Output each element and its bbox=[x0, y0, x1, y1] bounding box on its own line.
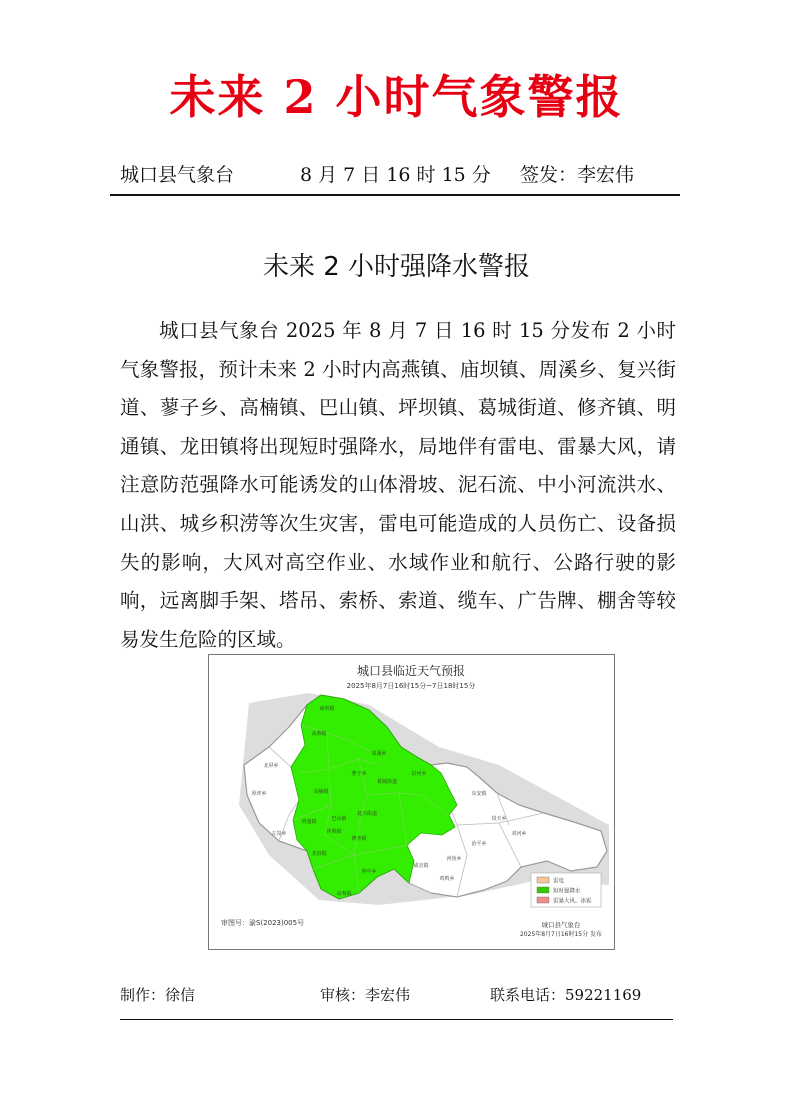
warning-subtitle: 未来 2 小时强降水警报 bbox=[262, 252, 531, 282]
map-title: 城口县临近天气预报 bbox=[356, 664, 466, 678]
town-label: 鸡鸣乡 bbox=[439, 876, 455, 882]
legend-swatch bbox=[537, 897, 549, 903]
town-label: 龙田镇 bbox=[311, 851, 327, 857]
town-label: 修齐镇 bbox=[351, 836, 367, 842]
warning-body: 城口县气象台 2025 年 8 月 7 日 16 时 15 分发布 2 小时气象警报，预计未来 2 小时内高燕镇、庙坝镇、周溪乡、复兴街道、蓼子乡、高楠镇、巴山镇、坪坝镇、葛城街道、修齐镇、明通镇、龙田镇将出现短时强降水，局地伴有雷电、雷暴大风，请注意防范强降水可能诱发的山体滑坡、泥石流、中小河流洪水、山洪、城乡积涝等次生灾害，雷电可能造成的人员伤亡、设备损失的影响，大风对高空作业、水域作业和航行、公路行驶的影响，远离脚手架、塔吊、索桥、索道、缆车、广告牌、棚舍等较易发生危险的区域。 bbox=[120, 319, 676, 651]
town-label: 双河乡 bbox=[511, 831, 527, 837]
map-legend bbox=[531, 873, 601, 907]
town-label: 左岚乡 bbox=[271, 831, 287, 837]
town-label: 岚天乡 bbox=[491, 816, 507, 822]
town-label: 巴山镇 bbox=[331, 816, 347, 822]
legend-swatch bbox=[537, 887, 549, 893]
town-label: 高燕镇 bbox=[311, 731, 327, 737]
forecast-map bbox=[208, 654, 615, 950]
town-label: 高楠镇 bbox=[313, 789, 329, 795]
town-label: 坪坝镇 bbox=[326, 829, 342, 835]
legend-label: 雷电 bbox=[553, 878, 565, 885]
town-label: 北屏乡 bbox=[263, 763, 279, 769]
legend-label: 雷暴大风、冰雹 bbox=[553, 898, 592, 905]
signer: 签发：李宏伟 bbox=[520, 164, 635, 186]
reviewer: 审核：李宏伟 bbox=[320, 986, 411, 1004]
town-label: 治平乡 bbox=[471, 841, 487, 847]
town-label: 庙坝镇 bbox=[319, 706, 335, 712]
town-label: 厚坪乡 bbox=[251, 791, 267, 797]
issue-info bbox=[120, 160, 680, 190]
town-label: 周溪乡 bbox=[371, 751, 387, 757]
town-label: 复兴街道 bbox=[356, 811, 378, 817]
town-label: 明中乡 bbox=[361, 869, 377, 875]
footer bbox=[120, 980, 680, 1010]
town-label: 明通镇 bbox=[301, 819, 317, 825]
legend-swatch bbox=[537, 877, 549, 883]
town-label: 高观镇 bbox=[336, 891, 352, 897]
county-map-svg bbox=[209, 655, 614, 949]
approval-number: 审图号：渝S(2023)005号 bbox=[221, 919, 305, 927]
legend-label: 短时强降水 bbox=[553, 888, 581, 895]
footer-divider bbox=[120, 1019, 673, 1020]
issuer: 城口县气象台 bbox=[120, 164, 235, 186]
issue-time: 8 月 7 日 16 时 15 分 bbox=[300, 164, 491, 186]
town-label: 河鱼乡 bbox=[446, 856, 462, 862]
maker: 制作：徐信 bbox=[120, 986, 196, 1004]
town-label: 咸宜镇 bbox=[413, 863, 429, 869]
town-label: 东安镇 bbox=[471, 791, 487, 797]
map-issuer: 城口县气象台 bbox=[541, 921, 581, 929]
town-label: 蓼子乡 bbox=[351, 771, 367, 777]
header-divider bbox=[110, 194, 680, 196]
town-label: 沿河乡 bbox=[411, 771, 427, 777]
contact-phone: 联系电话：59221169 bbox=[490, 986, 642, 1004]
map-period: 2025年8月7日16时15分~7日18时15分 bbox=[346, 682, 476, 690]
town-label: 葛城街道 bbox=[376, 779, 398, 785]
map-issue-stamp: 2025年8月7日16时15分 发布 bbox=[519, 931, 603, 938]
document-title: 未来 2 小时气象警报 bbox=[169, 70, 624, 124]
